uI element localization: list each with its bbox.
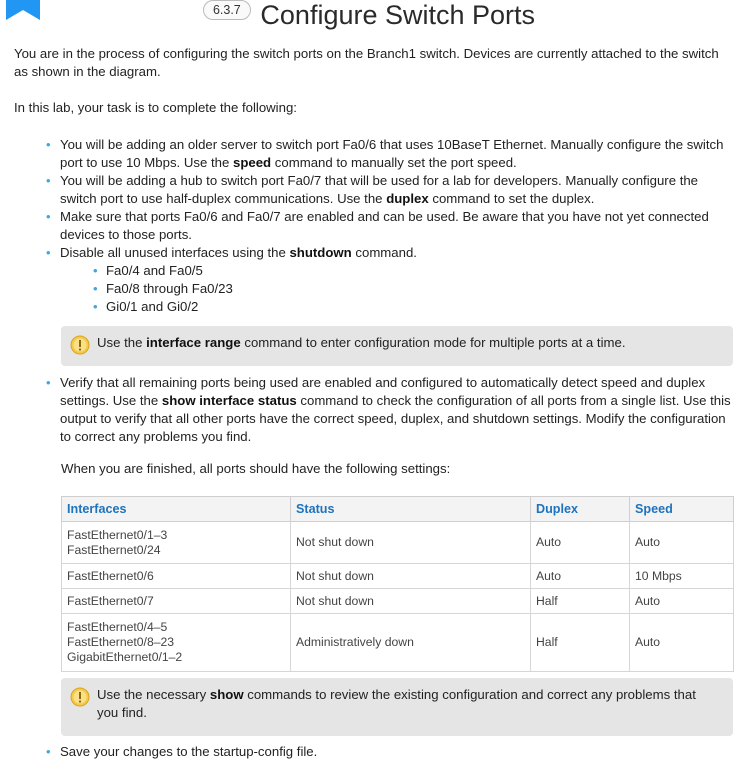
task-item-verify: • Verify that all remaining ports being used are enabled and configured to automatically detect speed and duplex settings. Use the show interface status command to check the configuration of all ports from a single list. Use this output to verify that all other ports have the correct speed, duplex, and shutdown settings. Modify the configuration to correct any problems you find. [14, 374, 734, 446]
cell-status: Not shut down [291, 522, 531, 564]
info-icon [70, 687, 90, 707]
cell-status: Administratively down [291, 614, 531, 672]
table-row [62, 522, 734, 564]
finished-text: When you are finished, all ports should have the following settings: [61, 461, 451, 476]
cell-duplex: Half [531, 614, 630, 672]
cell-status: Not shut down [291, 589, 531, 614]
unused-ports-list [106, 262, 724, 316]
cell-duplex: Half [531, 589, 630, 614]
list-item: • Gi0/1 and Gi0/2 [106, 298, 724, 316]
task-item-speed: • You will be adding an older server to switch port Fa0/6 that uses 10BaseT Ethernet. Manually configure the switch port to use 10 Mbps. Use the speed command to manually set the port speed. [14, 136, 724, 172]
intro-paragraph: You are in the process of configuring the switch ports on the Branch1 switch. Devices are currently attached to the switch as shown in the diagram. [14, 46, 719, 79]
list-item: • Fa0/4 and Fa0/5 [106, 262, 724, 280]
verify-task-list [14, 374, 734, 446]
task-item-save: • Save your changes to the startup-config file. [14, 743, 724, 761]
column-header-speed: Speed [630, 497, 734, 522]
table-header-row [62, 497, 734, 522]
table-row [62, 589, 734, 614]
cell-speed: 10 Mbps [630, 564, 734, 589]
cell-speed: Auto [630, 522, 734, 564]
cell-status: Not shut down [291, 564, 531, 589]
column-header-status: Status [291, 497, 531, 522]
cell-duplex: Auto [531, 564, 630, 589]
port-settings-table [61, 496, 734, 672]
table-row [62, 564, 734, 589]
lab-header [0, 0, 738, 34]
table-row [62, 614, 734, 672]
save-task-list [14, 743, 724, 761]
hint-note: Use the interface range command to enter configuration mode for multiple ports at a time. [61, 326, 733, 366]
cell-interfaces: FastEthernet0/4–5 FastEthernet0/8–23 GigabitEthernet0/1–2 [62, 614, 291, 672]
info-icon [70, 335, 90, 355]
list-item: • Fa0/8 through Fa0/23 [106, 280, 724, 298]
cell-interfaces: FastEthernet0/6 [62, 564, 291, 589]
cell-interfaces: FastEthernet0/7 [62, 589, 291, 614]
cell-duplex: Auto [531, 522, 630, 564]
task-list [14, 136, 724, 316]
page-title: Configure Switch Ports [260, 0, 536, 30]
task-item-shutdown: • Disable all unused interfaces using the shutdown command. • Fa0/4 and Fa0/5 • Fa0/8 through Fa0/23 • Gi0/1 and Gi0/2 [14, 244, 724, 316]
cell-interfaces: FastEthernet0/1–3 FastEthernet0/24 [62, 522, 291, 564]
task-item-enable: • Make sure that ports Fa0/6 and Fa0/7 are enabled and can be used. Be aware that you have not yet connected devices to those ports. [14, 208, 724, 244]
hint-note: Use the necessary show commands to review the existing configuration and correct any problems that you find. [61, 678, 733, 736]
task-item-duplex: • You will be adding a hub to switch port Fa0/7 that will be used for a lab for developers. Manually configure the switch port to use half-duplex communications. Use the duplex command to set the duplex. [14, 172, 724, 208]
column-header-interfaces: Interfaces [62, 497, 291, 522]
cell-speed: Auto [630, 589, 734, 614]
section-number-badge: 6.3.7 [203, 0, 251, 20]
column-header-duplex: Duplex [531, 497, 630, 522]
cell-speed: Auto [630, 614, 734, 672]
task-intro: In this lab, your task is to complete the following: [14, 100, 297, 115]
